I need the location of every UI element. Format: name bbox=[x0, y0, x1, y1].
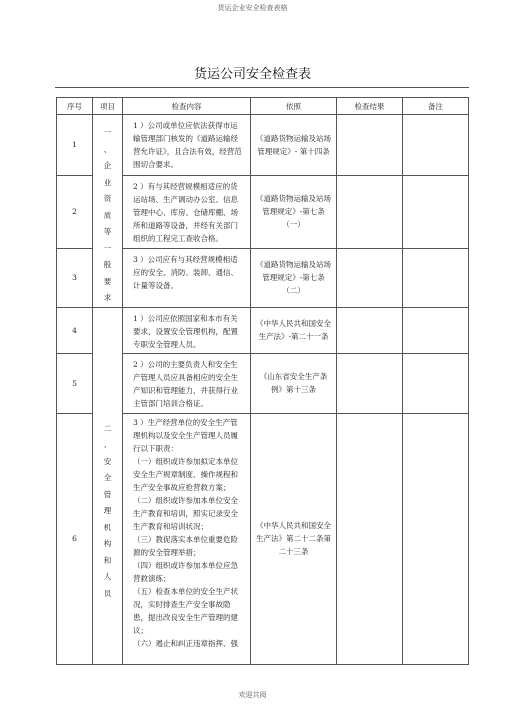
basis-text: 《道路货物运输及站场管理规定》- 第十四条 bbox=[251, 115, 337, 176]
check-content: 1 ）公司应依照国家和本市有关要求，设置安全管理机构，配置专职安全管理人员。 bbox=[123, 307, 251, 353]
result-cell[interactable] bbox=[337, 307, 403, 353]
remark-cell[interactable] bbox=[403, 248, 469, 307]
remark-cell[interactable] bbox=[403, 353, 469, 413]
page-title: 货运公司安全检查表 bbox=[193, 67, 311, 82]
row-number: 1 bbox=[57, 115, 93, 176]
row-number: 5 bbox=[57, 353, 93, 413]
row-number: 6 bbox=[57, 413, 93, 664]
column-header-result: 检查结果 bbox=[337, 98, 403, 115]
row-number: 3 bbox=[57, 248, 93, 307]
page-header-text: 货运企业安全检查表格 bbox=[217, 4, 288, 12]
content-paragraph: （一）组织或许参加拟定本单位安全生产规章制度、操作规程和生产安全事故应抢营救方案； bbox=[133, 456, 238, 492]
check-content: 3 ）公司应有与其经营规模相适应的安全、消防、装卸、通信、计量等设备。 bbox=[123, 248, 251, 307]
result-cell[interactable] bbox=[337, 353, 403, 413]
column-header-no: 序号 bbox=[57, 98, 93, 115]
check-content bbox=[123, 413, 251, 664]
table-header-row bbox=[57, 98, 469, 115]
basis-text: 《中华人民共和国安全生产法》-第二十一条 bbox=[251, 307, 337, 353]
inspection-table bbox=[56, 97, 469, 665]
table-row bbox=[57, 115, 469, 176]
basis-text: 《山东省安全生产条例》第十三条 bbox=[251, 353, 337, 413]
check-content: 1 ）公司或单位应依法获得市运输管理部门核发的《道路运输经营允许证》，且合法有效，经营范围切合要求。 bbox=[123, 115, 251, 176]
remark-cell[interactable] bbox=[403, 307, 469, 353]
basis-text: 《中华人民共和国安全生产法》第二十二条第二十三条 bbox=[251, 413, 337, 664]
title-divider bbox=[55, 87, 469, 88]
row-number: 4 bbox=[57, 307, 93, 353]
category-label: 二 、 安 全 管 理 机 构 和 人 员 bbox=[103, 423, 112, 598]
category-label: 一 、 企 业 资 质 等 一 般 要 求 bbox=[103, 128, 112, 302]
content-paragraph: （六）遏止和纠正违章指挥、强 bbox=[133, 638, 238, 648]
column-header-basis: 依照 bbox=[251, 98, 337, 115]
content-paragraph: 3 ）生产经营单位的安全生产管理机构以及安全生产管理人员履行以下职责： bbox=[133, 417, 238, 453]
result-cell[interactable] bbox=[337, 248, 403, 307]
content-paragraph: （五）检查本单位的安全生产状况，实时排查生产安全事故隐患，提出改良安全生产管理的建议； bbox=[133, 586, 238, 635]
basis-text: 《道路货物运输及站场管理规定》-第七条（二） bbox=[251, 248, 337, 307]
table-row bbox=[57, 307, 469, 353]
result-cell[interactable] bbox=[337, 115, 403, 176]
category-cell-1 bbox=[93, 115, 123, 308]
row-number: 2 bbox=[57, 175, 93, 248]
check-content: 2 ）有与其经营规模相适应的货运站场、生产调动办公室、信息管理中心、库房、仓储库棚、场所和道路等设备，并经有关部门组织的工程完工查收合格。 bbox=[123, 175, 251, 248]
basis-text: 《道路货物运输及站场管理规定》-第七条（一） bbox=[251, 175, 337, 248]
remark-cell[interactable] bbox=[403, 413, 469, 664]
content-paragraph: （三）教促落实本单位重要危险源的安全管理举措； bbox=[133, 534, 238, 557]
column-header-remark: 备注 bbox=[403, 98, 469, 115]
remark-cell[interactable] bbox=[403, 115, 469, 176]
column-header-item: 项目 bbox=[93, 98, 123, 115]
remark-cell[interactable] bbox=[403, 175, 469, 248]
result-cell[interactable] bbox=[337, 413, 403, 664]
check-content: 2 ）公司的主要负责人和安全生产管理人员应具备相应的安全生产知识和管理能力，并获得行业主管部门培训合格证。 bbox=[123, 353, 251, 413]
column-header-content: 检查内容 bbox=[123, 98, 251, 115]
content-paragraph: （二）组织或许参加本单位安全生产教育和培训，照实记录安全生产教育和培训状况； bbox=[133, 495, 238, 531]
result-cell[interactable] bbox=[337, 175, 403, 248]
content-paragraph: （四）组织或许参加本单位应急营救演练； bbox=[133, 560, 238, 583]
page-footer-text: 欢迎共阅 bbox=[238, 691, 267, 699]
category-cell-2 bbox=[93, 307, 123, 664]
